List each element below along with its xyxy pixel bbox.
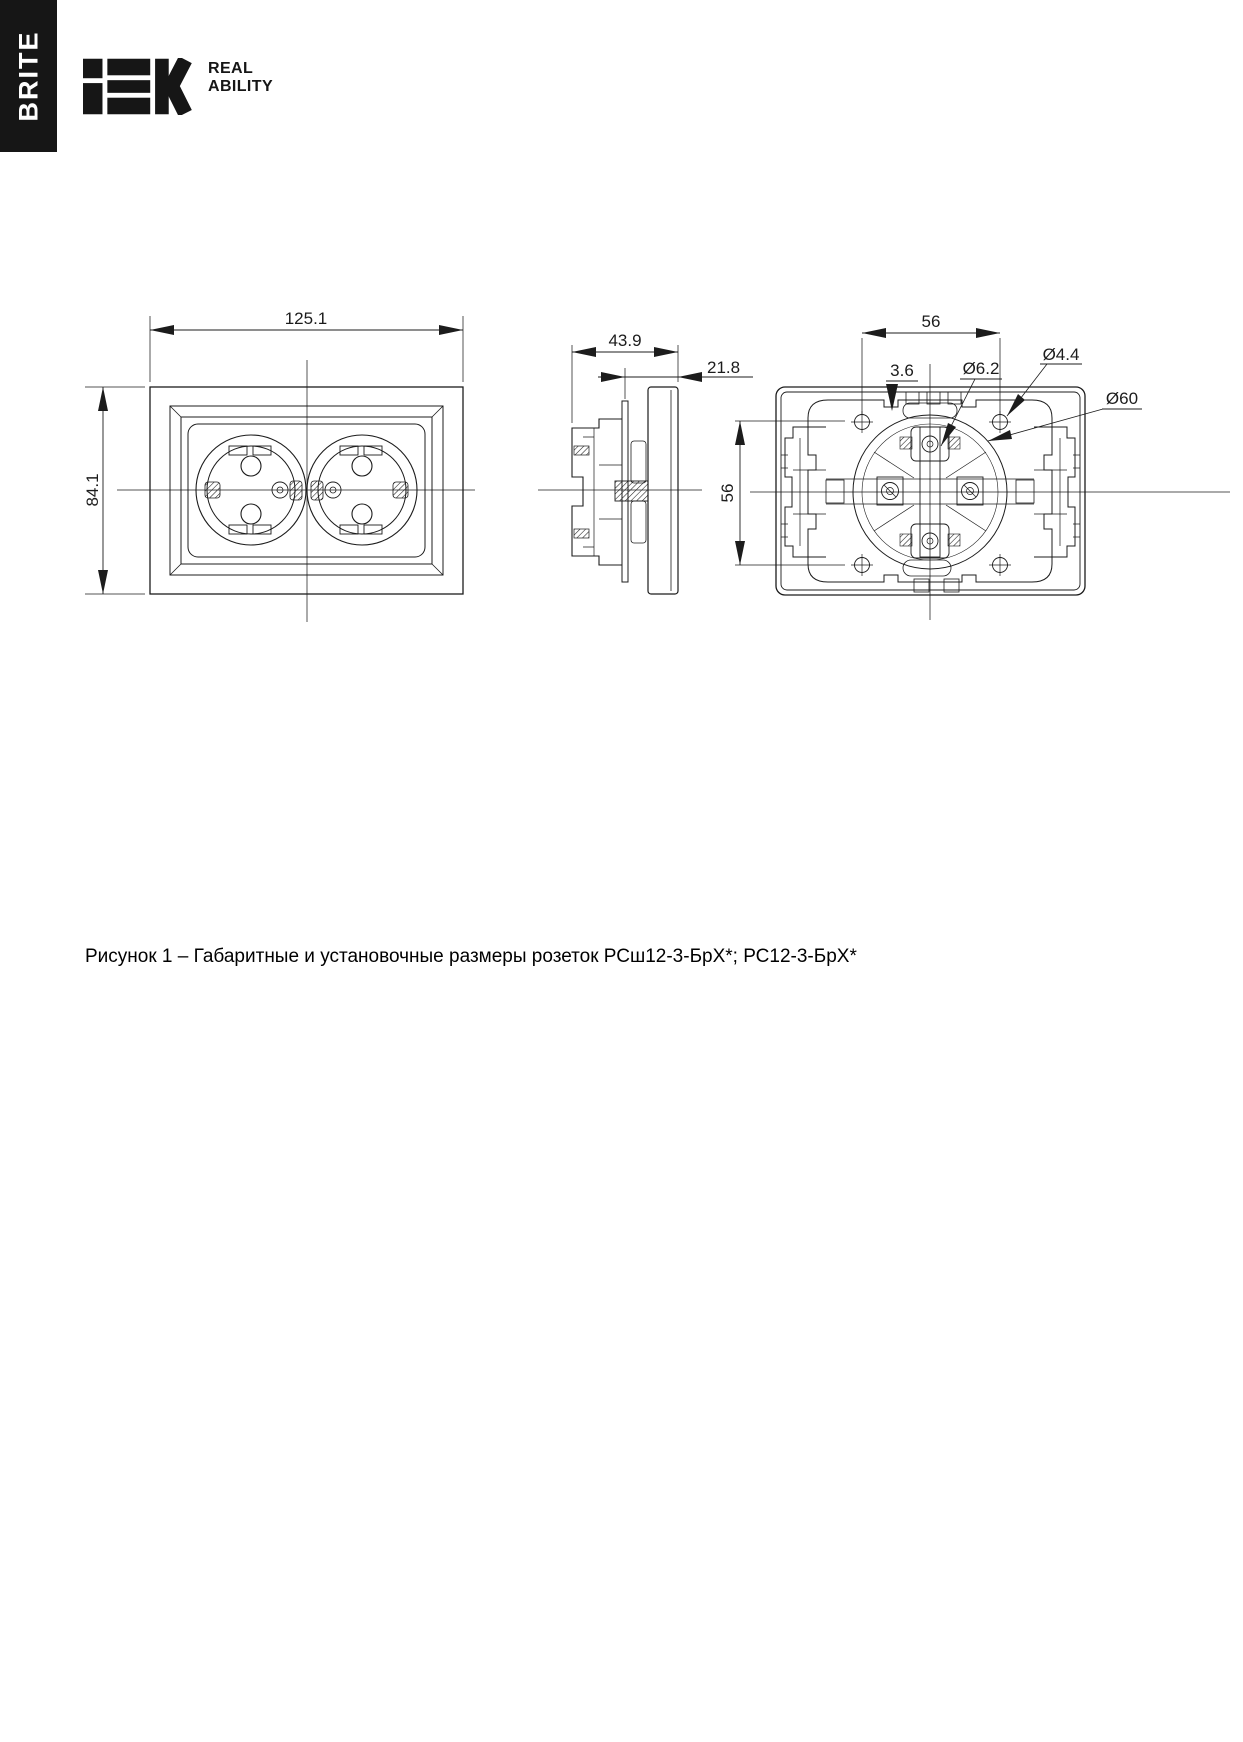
front-view: [83, 309, 475, 622]
dim-label-rear-offset: 3.6: [890, 361, 914, 380]
pin-hole: [241, 504, 261, 524]
leader-box-dia: [988, 389, 1142, 441]
figure-caption: Рисунок 1 – Габаритные и установочные размеры розеток РСш12-3-БрХ*; РС12-3-БрХ*: [85, 946, 857, 967]
pin-hole: [241, 456, 261, 476]
cover-side-profile: [648, 387, 678, 594]
earth-clip: [311, 481, 323, 500]
claw-screw: [574, 446, 589, 455]
mechanism-profile: [572, 419, 622, 565]
leader-rear-offset: [886, 361, 918, 411]
dimension-side-protrusion: [598, 358, 753, 399]
claw-screw: [574, 529, 589, 538]
dim-label-box-dia: Ø60: [1105, 389, 1139, 408]
brite-label: BRITE: [13, 30, 43, 122]
rear-view: [718, 312, 1230, 620]
leader-hole-mid: [941, 359, 1002, 446]
dim-label-side-protrusion: 21.8: [707, 358, 741, 377]
cover-clip: [631, 501, 646, 543]
earth-clip: [290, 481, 302, 500]
pin-hole: [352, 456, 372, 476]
dim-label-front-height: 84.1: [83, 473, 102, 507]
dim-label-hole-small: Ø4.4: [1042, 345, 1080, 364]
center-shaft: [615, 481, 648, 501]
pin-hole: [352, 504, 372, 524]
dim-label-hole-mid: Ø6.2: [962, 359, 1000, 378]
leader-hole-small: [1007, 345, 1082, 416]
tagline-ability: ABILITY: [208, 78, 274, 95]
dim-label-rear-span-h: 56: [921, 312, 941, 331]
dimension-front-width: [150, 309, 463, 382]
side-view: [538, 331, 753, 594]
dimension-front-height: [83, 387, 145, 594]
dim-label-front-width: 125.1: [284, 309, 328, 328]
dim-label-rear-span-v: 56: [718, 483, 737, 503]
tagline-real: REAL: [208, 60, 254, 77]
dim-label-side-depth: 43.9: [608, 331, 642, 350]
dimensional-drawing: [0, 0, 1243, 700]
cover-clip: [631, 441, 646, 483]
